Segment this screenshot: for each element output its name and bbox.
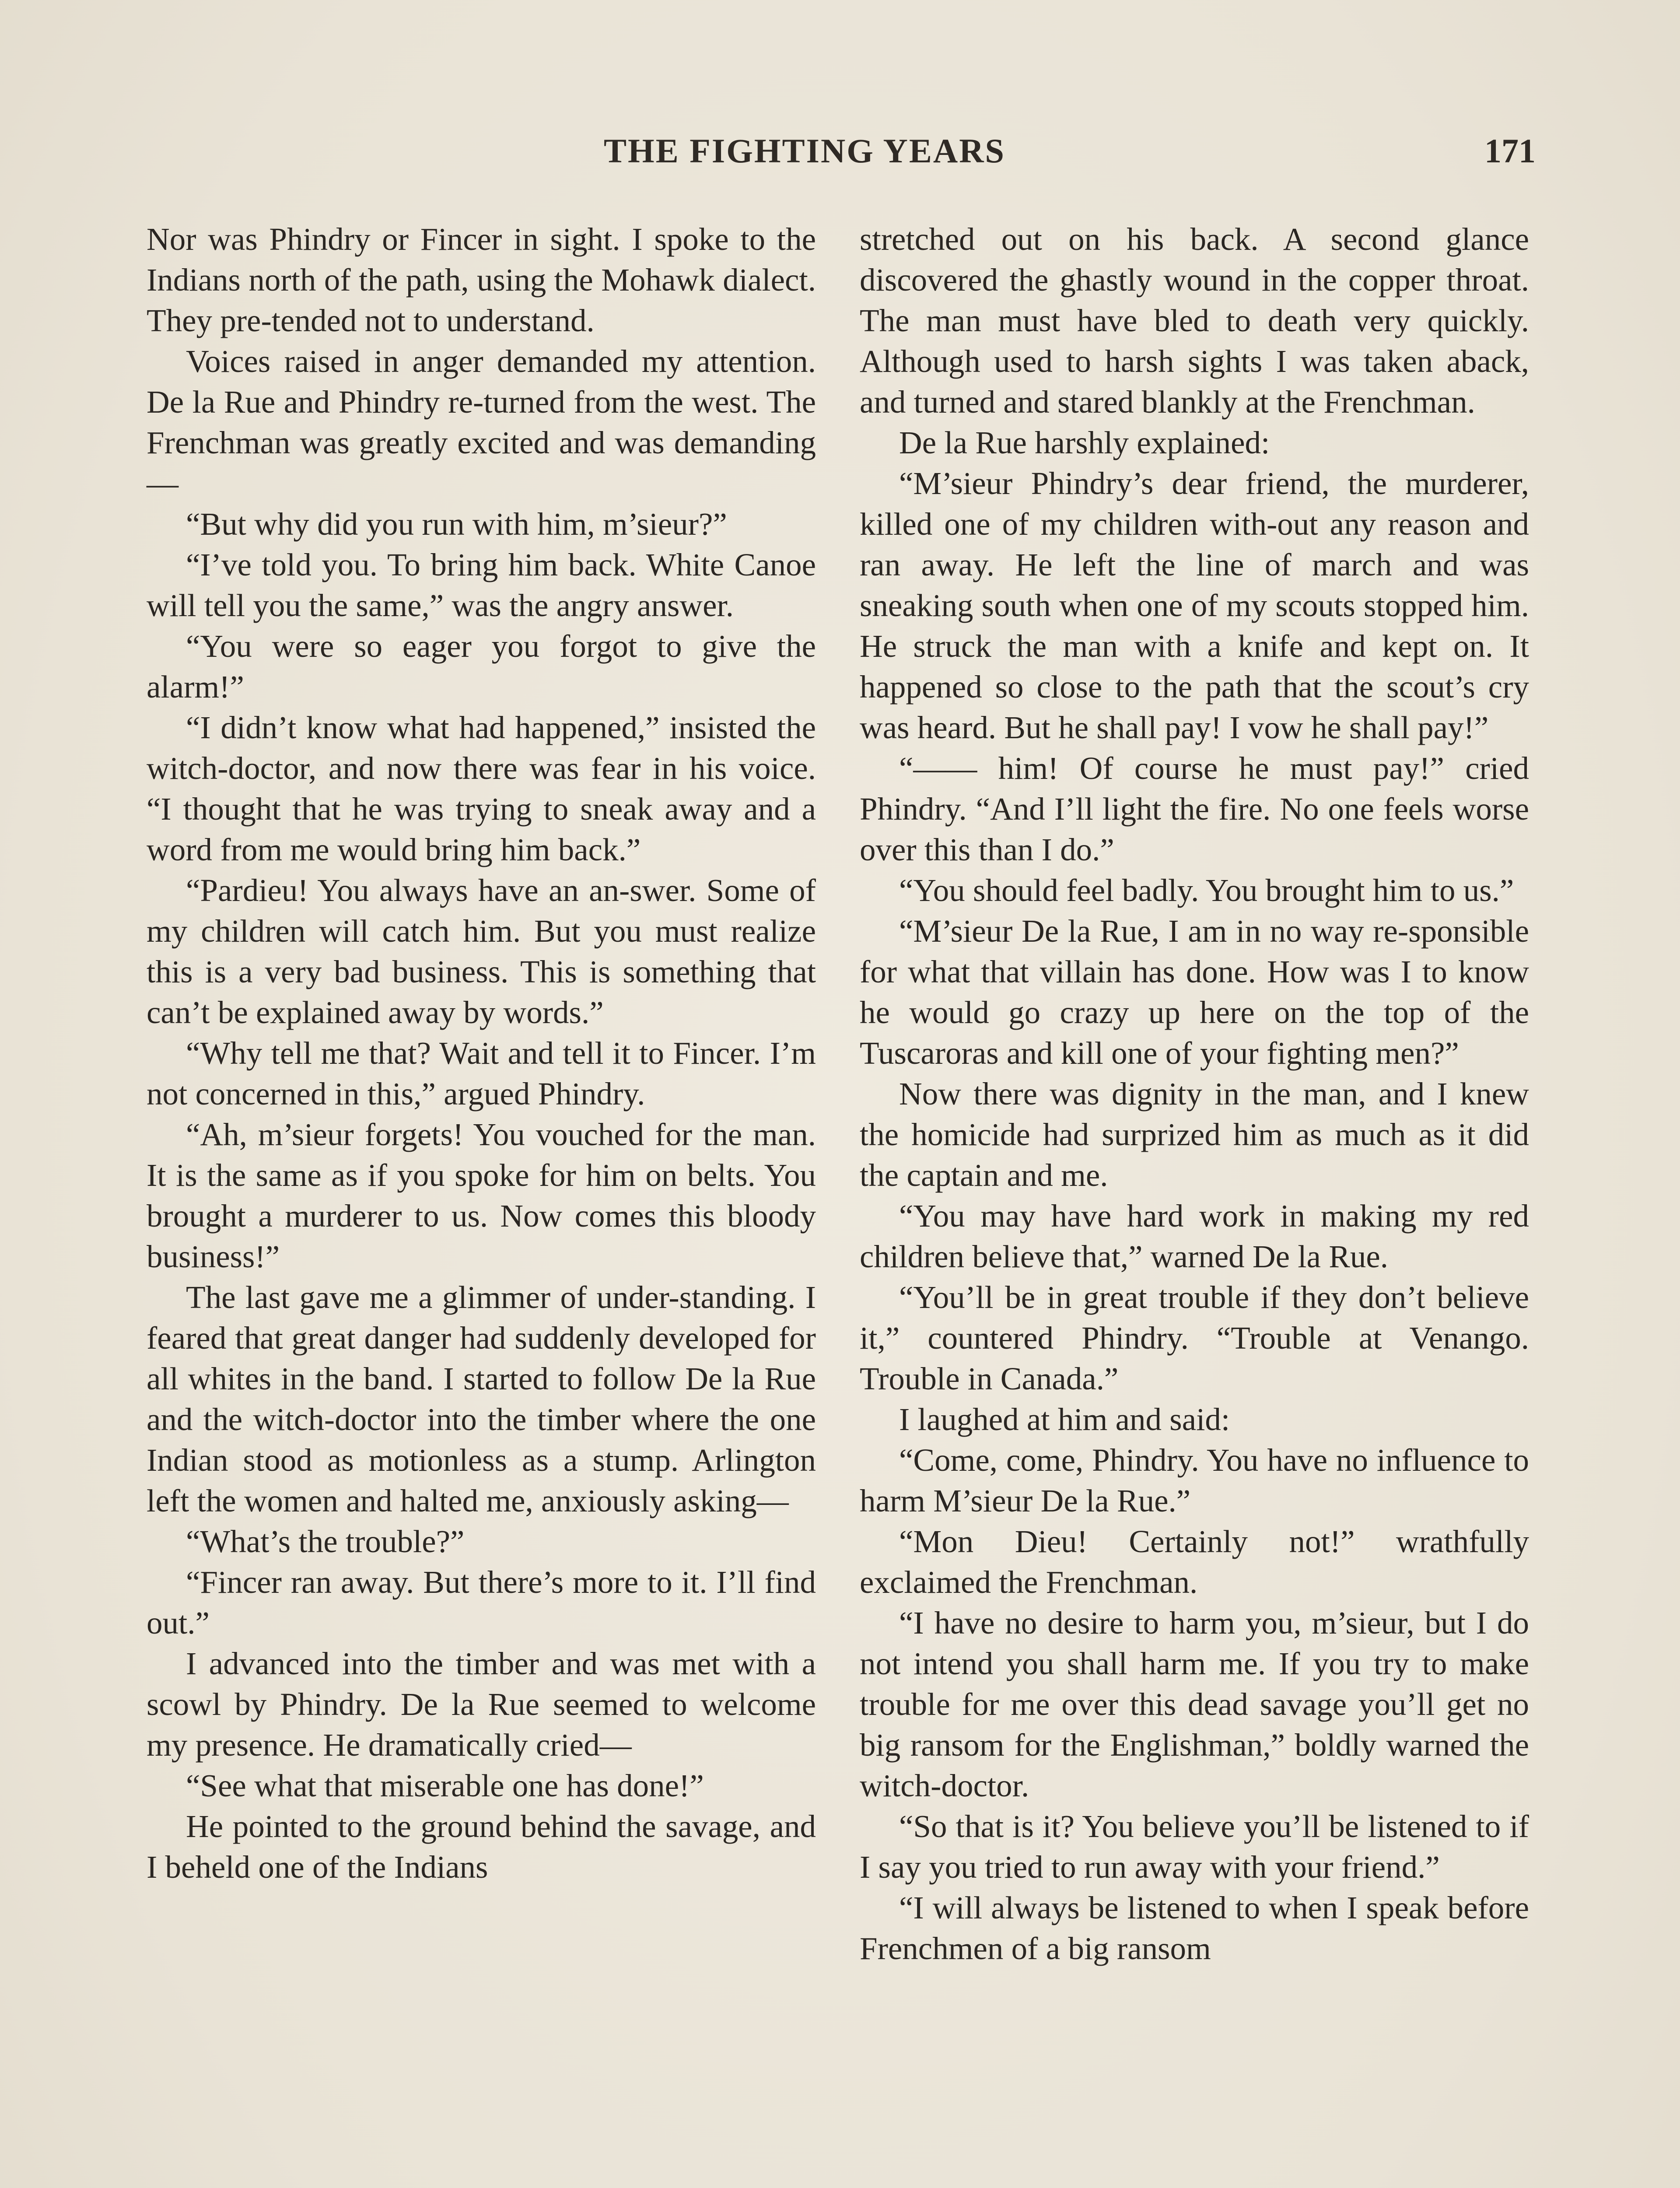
paragraph: He pointed to the ground behind the savage, and I beheld one of the Indians <box>147 1809 816 1885</box>
paragraph: “I have no desire to harm you, m’sieur, but I do not intend you shall harm me. If you try to make trouble for me over this dead savage you’ll get no big ransom for the Englishman,” boldly warned the witch-doctor. <box>860 1605 1529 1803</box>
paragraph: I advanced into the timber and was met with a scowl by Phindry. De la Rue seemed to welcome my presence. He dramatically cried— <box>147 1646 816 1763</box>
paragraph: Nor was Phindry or Fincer in sight. I spoke to the Indians north of the path, using the Mohawk dialect. They pre-tended not to understand. <box>147 221 816 338</box>
paragraph: “I’ve told you. To bring him back. White Canoe will tell you the same,” was the angry answer. <box>147 547 816 623</box>
paragraph: “See what that miserable one has done!” <box>186 1768 704 1803</box>
paragraph: “M’sieur De la Rue, I am in no way re-sponsible for what that villain has done. How was I to know he would go crazy up here on the top of the Tuscaroras and kill one of your fighting men?” <box>860 913 1529 1071</box>
paragraph: “—— him! Of course he must pay!” cried Phindry. “And I’ll light the fire. No one feels worse over this than I do.” <box>860 750 1529 867</box>
right-column <box>860 219 1529 1969</box>
paragraph: The last gave me a glimmer of under-standing. I feared that great danger had suddenly developed for all whites in the band. I started to follow De la Rue and the witch-doctor into the timber where the one Indian stood as motionless as a stump. Arlington left the women and halted me, anxiously asking— <box>147 1280 816 1518</box>
page-number: 171 <box>1484 132 1536 170</box>
paragraph: “Fincer ran away. But there’s more to it. I’ll find out.” <box>147 1564 816 1641</box>
paragraph: “You’ll be in great trouble if they don’t believe it,” countered Phindry. “Trouble at Venango. Trouble in Canada.” <box>860 1280 1529 1396</box>
paragraph: I laughed at him and said: <box>899 1402 1230 1437</box>
paragraph: “You should feel badly. You brought him to us.” <box>899 873 1514 908</box>
paragraph: “Come, come, Phindry. You have no influence to harm M’sieur De la Rue.” <box>860 1442 1529 1518</box>
paragraph: “Mon Dieu! Certainly not!” wrathfully exclaimed the Frenchman. <box>860 1524 1529 1600</box>
paragraph: “Ah, m’sieur forgets! You vouched for the man. It is the same as if you spoke for him on belts. You brought a murderer to us. Now comes this bloody business!” <box>147 1117 816 1274</box>
paragraph: “What’s the trouble?” <box>186 1524 465 1559</box>
paragraph: “You were so eager you forgot to give the alarm!” <box>147 628 816 705</box>
paragraph: Now there was dignity in the man, and I knew the homicide had surprized him as much as it did the captain and me. <box>860 1076 1529 1193</box>
paragraph: stretched out on his back. A second glance discovered the ghastly wound in the copper throat. The man must have bled to death very quickly. Although used to harsh sights I was taken aback, and turned and stared blankly at the Frenchman. <box>860 221 1529 420</box>
paragraph: “But why did you run with him, m’sieur?” <box>186 506 727 542</box>
paragraph: Voices raised in anger demanded my attention. De la Rue and Phindry re-turned from the west. The Frenchman was greatly excited and was demanding— <box>147 344 816 501</box>
paragraph: “I will always be listened to when I speak before Frenchmen of a big ransom <box>860 1890 1529 1966</box>
paragraph: “So that is it? You believe you’ll be listened to if I say you tried to run away with your friend.” <box>860 1809 1529 1885</box>
paragraph: “Pardieu! You always have an an-swer. Some of my children will catch him. But you must realize this is a very bad business. This is something that can’t be explained away by words.” <box>147 873 816 1030</box>
left-column <box>147 219 816 1887</box>
paragraph: “I didn’t know what had happened,” insisted the witch-doctor, and now there was fear in his voice. “I thought that he was trying to sneak away and a word from me would bring him back.” <box>147 710 816 867</box>
running-head: THE FIGHTING YEARS <box>604 132 1005 170</box>
page-header <box>604 131 1536 179</box>
paragraph: “M’sieur Phindry’s dear friend, the murderer, killed one of my children with-out any reason and ran away. He left the line of march and was sneaking south when one of my scouts stopped him. He struck the man with a knife and kept on. It happened so close to the path that the scout’s cry was heard. But he shall pay! I vow he shall pay!” <box>860 466 1529 745</box>
paragraph: “You may have hard work in making my red children believe that,” warned De la Rue. <box>860 1198 1529 1274</box>
paragraph: “Why tell me that? Wait and tell it to Fincer. I’m not concerned in this,” argued Phindry. <box>147 1035 816 1112</box>
paragraph: De la Rue harshly explained: <box>899 425 1270 460</box>
